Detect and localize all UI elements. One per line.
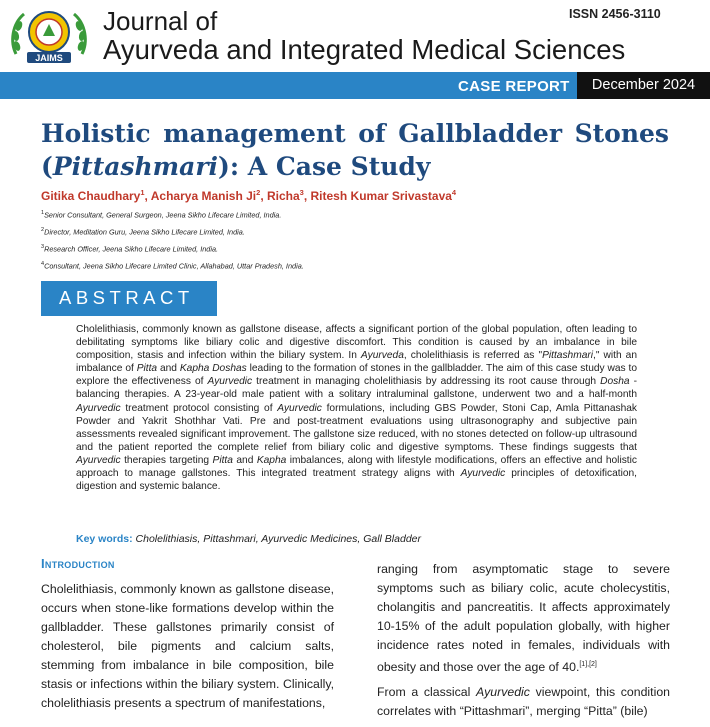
introduction-right-column (377, 560, 670, 727)
affiliation: $^1$Senior Consultant, General Surgeon, Jeena Sikho Lifecare Limited, India. (41, 210, 282, 220)
paragraph: From a classical Ayurvedic viewpoint, this condition correlates with “Pittashmari”, merging “Pitta” (bile) (377, 685, 670, 719)
abstract-heading: ABSTRACT (41, 281, 217, 316)
issue-date: December 2024 (577, 72, 710, 99)
journal-logo (8, 6, 90, 68)
author-affiliation-marker: 2 (256, 188, 261, 197)
affiliation: $^3$Research Officer, Jeena Sikho Lifecare Limited, India. (41, 244, 219, 254)
author-affiliation-marker: 4 (451, 188, 457, 197)
keywords-list: Cholelithiasis, Pittashmari, Ayurvedic Medicines, Gall Bladder (135, 533, 421, 545)
article-title: Holistic management of Gallbladder Stones (Pittashmari): A Case Study (41, 119, 669, 181)
logo-text: JAIMS (35, 53, 63, 63)
keywords-label: Key words: (76, 533, 133, 545)
author-name: Gitika Chaudhary (41, 189, 141, 203)
journal-name-line1: Journal of (103, 6, 218, 36)
introduction-left-column: Cholelithiasis, commonly known as gallstone disease, occurs when stone-like formations develop within the gallbladder. These gallstones primarily consist of cholesterol, bile pigments and calcium salts, stemming from imbalance in bile composition, bile stasis or infections within the biliary system. Clinically, cholelithiasis presents a spectrum of manifestations, (41, 582, 334, 710)
author-affiliation-marker: 1 (140, 188, 145, 197)
issn-number: ISSN 2456-3110 (569, 7, 661, 21)
author-name: Richa (266, 189, 300, 203)
journal-header (0, 0, 710, 72)
abstract-text: Cholelithiasis, commonly known as gallstone disease, affects a significant portion of the global population, often leading to debilitating symptoms like biliary colic and digestive discomfort. This condition is caused by an imbalance in bile composition, stasis and infection within the biliary system. In Ayurveda, cholelithiasis is referred as "Pittashmari," with an imbalance of Pitta and Kapha Doshas leading to the formation of stones in the gallbladder. The aim of this case study was to explore the effectiveness of Ayurvedic treatment in managing cholelithiasis by addressing its root cause through Dosha - balancing therapies. A 23-year-old male patient with a solitary intraluminal gallstone, underwent two and a half-month Ayurvedic treatment protocol consisting of Ayurvedic formulations, including GBS Powder, Stoni Cap, Amla Pittanashak Powder and Yakrit Shothhar Vati. Pre and post-treatment evaluations using ultrasonography and subjective pain assessments revealed significant improvement. The gallstone size reduced, with no stones detected on follow-up ultrasound and the patient reported the complete relief from biliary colic and digestive symptoms. These findings suggests that Ayurvedic therapies targeting Pitta and Kapha imbalances, along with lifestyle modifications, offers an effective and holistic approach to manage gallstones. This integrated treatment strategy aligns with Ayurvedic principles of detoxification, digestion and systemic balance. (76, 324, 638, 493)
paragraph: ranging from asymptomatic stage to severe symptoms such as biliary colic, acute cholecystitis, cholangitis and pancreatitis. It affects approximately 10-15% of the adult population globally, with higher incidence rates noted in females, individuals with obesity and those over the age of 40.[1],[2] (377, 562, 670, 675)
journal-name-line2: Ayurveda and Integrated Medical Sciences (103, 34, 626, 65)
author-name: Acharya Manish Ji (150, 189, 257, 203)
author-list: Gitika Chaudhary$^1$, Acharya Manish Ji$^2$, Richa$^3$, Ritesh Kumar Srivastava$^4$ (41, 188, 457, 203)
citation: [1],[2] (579, 661, 597, 668)
affiliation: $^2$Director, Meditation Guru, Jeena Sikho Lifecare Limited, India. (41, 227, 245, 237)
author-affiliation-marker: 3 (299, 188, 304, 197)
article-type-label: CASE REPORT (458, 78, 570, 95)
affiliation: $^4$Consultant, Jeena Sikho Lifecare Limited Clinic, Allahabad, Uttar Pradesh, India. (41, 261, 304, 271)
keywords (76, 533, 421, 545)
introduction-heading: Introduction (41, 556, 115, 571)
author-name: Ritesh Kumar Srivastava (310, 189, 452, 203)
